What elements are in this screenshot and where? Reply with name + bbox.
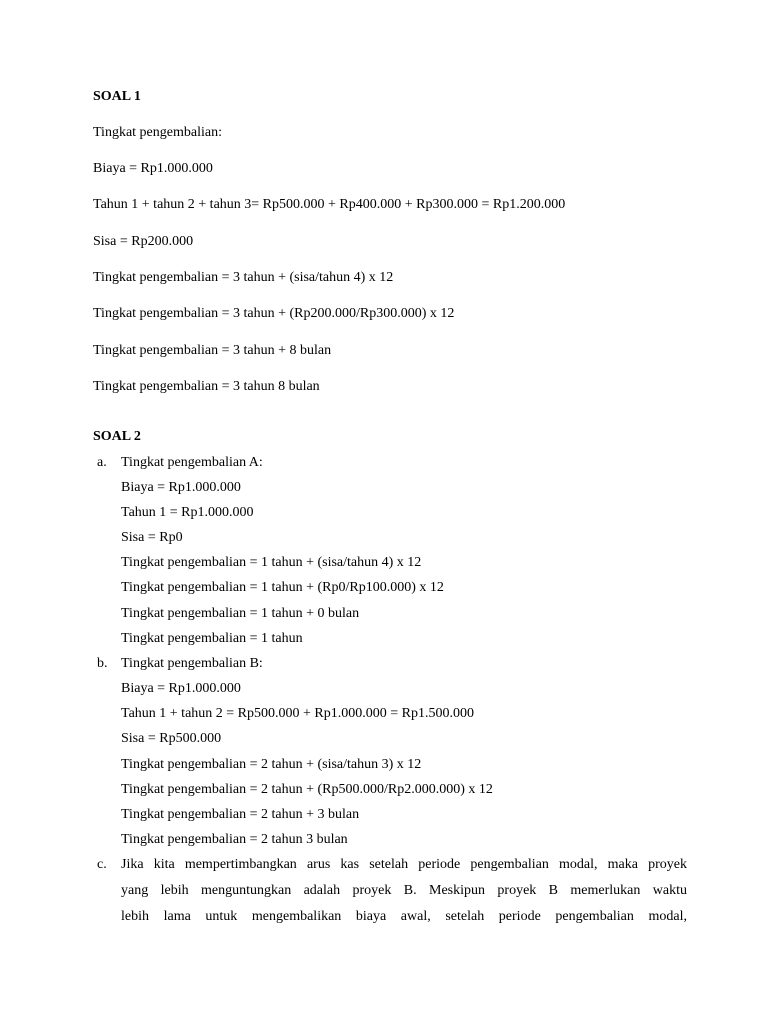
list-item-line: Tingkat pengembalian = 2 tahun + (Rp500.000/Rp2.000.000) x 12 <box>121 782 493 797</box>
paragraph-line: yang lebih menguntungkan adalah proyek B. Meskipun proyek B memerlukan waktu <box>121 883 687 898</box>
list-item-line: Sisa = Rp500.000 <box>121 731 222 746</box>
soal1-line: Tingkat pengembalian = 3 tahun + (sisa/tahun 4) x 12 <box>93 270 394 285</box>
soal1-line: Tingkat pengembalian: <box>93 125 222 140</box>
soal1-line: Tahun 1 + tahun 2 + tahun 3= Rp500.000 + Rp400.000 + Rp300.000 = Rp1.200.000 <box>93 197 566 212</box>
list-marker-b: b. <box>97 656 108 671</box>
soal1-heading: SOAL 1 <box>93 89 141 104</box>
list-item-line: Sisa = Rp0 <box>121 530 183 545</box>
paragraph-line: Jika kita mempertimbangkan arus kas setelah periode pengembalian modal, maka proyek <box>121 857 687 872</box>
list-item-line: Tingkat pengembalian = 2 tahun + (sisa/tahun 3) x 12 <box>121 757 422 772</box>
list-item-line: Tingkat pengembalian B: <box>121 656 263 671</box>
list-item-line: Tingkat pengembalian A: <box>121 455 263 470</box>
list-marker-c: c. <box>97 857 107 872</box>
soal1-line: Sisa = Rp200.000 <box>93 234 194 249</box>
list-item-line: Biaya = Rp1.000.000 <box>121 681 241 696</box>
list-item-line: Tingkat pengembalian = 2 tahun + 3 bulan <box>121 807 360 822</box>
list-item-line: Tingkat pengembalian = 1 tahun + 0 bulan <box>121 606 360 621</box>
soal1-line: Tingkat pengembalian = 3 tahun + 8 bulan <box>93 343 332 358</box>
list-item-line: Tahun 1 + tahun 2 = Rp500.000 + Rp1.000.000 = Rp1.500.000 <box>121 706 474 721</box>
paragraph-line: lebih lama untuk mengembalikan biaya awal, setelah periode pengembalian modal, <box>121 909 687 924</box>
soal1-line: Tingkat pengembalian = 3 tahun 8 bulan <box>93 379 320 394</box>
list-item-line: Tingkat pengembalian = 1 tahun + (sisa/tahun 4) x 12 <box>121 555 422 570</box>
soal2-heading: SOAL 2 <box>93 429 141 444</box>
list-item-line: Tingkat pengembalian = 1 tahun <box>121 631 303 646</box>
soal1-line: Biaya = Rp1.000.000 <box>93 161 213 176</box>
list-item-line: Tingkat pengembalian = 1 tahun + (Rp0/Rp100.000) x 12 <box>121 580 444 595</box>
list-marker-a: a. <box>97 455 107 470</box>
list-item-line: Tingkat pengembalian = 2 tahun 3 bulan <box>121 832 348 847</box>
list-item-line: Tahun 1 = Rp1.000.000 <box>121 505 254 520</box>
soal1-line: Tingkat pengembalian = 3 tahun + (Rp200.000/Rp300.000) x 12 <box>93 306 455 321</box>
list-item-line: Biaya = Rp1.000.000 <box>121 480 241 495</box>
